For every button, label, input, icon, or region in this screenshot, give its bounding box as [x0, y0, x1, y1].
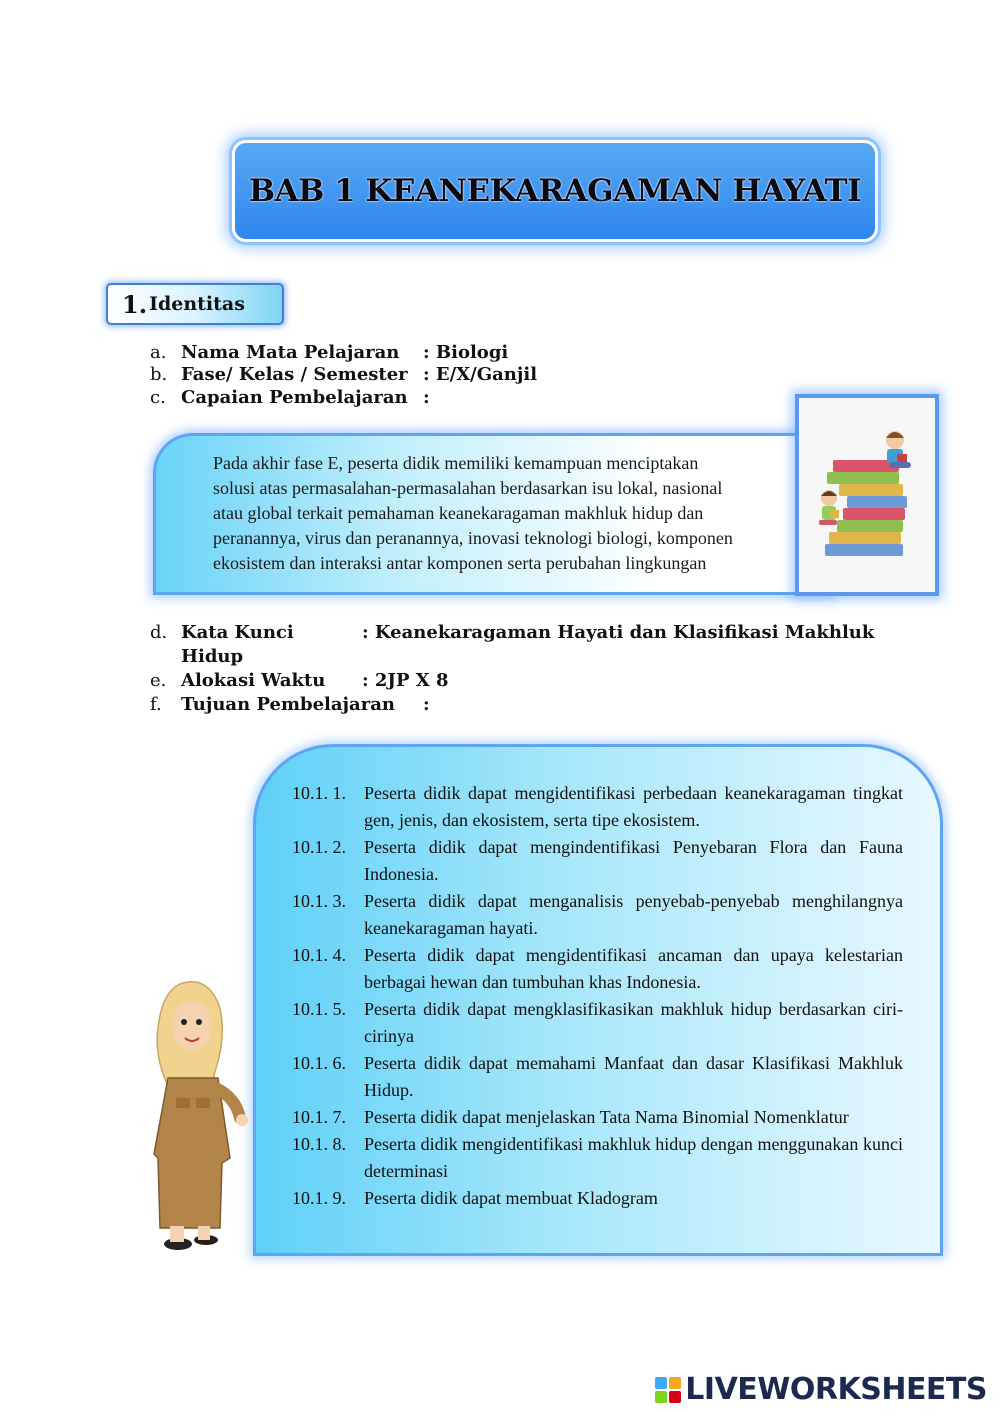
row-letter: a.	[150, 342, 167, 363]
row-letter: d.	[150, 622, 168, 643]
capaian-line: atau global terkait pemahaman keanekaragaman makhluk hidup dan	[213, 503, 704, 523]
row-letter: b.	[150, 364, 168, 385]
row-label: Kata Kunci	[181, 622, 294, 643]
objective-number: 10.1. 6.	[292, 1053, 346, 1073]
row-label: Fase/ Kelas / Semester	[181, 364, 408, 385]
list-item	[292, 834, 903, 888]
objective-text: Peserta didik dapat mengklasifikasikan makhluk hidup berdasarkan ciri-cirinya	[364, 999, 903, 1046]
capaian-line: Pada akhir fase E, peserta didik memiliki kemampuan menciptakan	[213, 453, 699, 473]
section-label: Identitas	[149, 293, 245, 315]
title-banner	[232, 140, 878, 242]
list-item	[292, 1185, 903, 1212]
list-item	[292, 1104, 903, 1131]
objective-number: 10.1. 8.	[292, 1134, 346, 1154]
row-value: : 2JP X 8	[362, 670, 449, 691]
row-letter: c.	[150, 387, 166, 408]
list-item	[292, 888, 903, 942]
brand-logo-icon	[655, 1377, 681, 1403]
objective-number: 10.1. 9.	[292, 1188, 346, 1208]
row-label: Capaian Pembelajaran	[181, 387, 408, 408]
capaian-line: ekosistem dan interaksi antar komponen serta perubahan lingkungan	[213, 553, 707, 573]
list-item	[292, 942, 903, 996]
objective-text: Peserta didik dapat menganalisis penyebab-penyebab menghilangnya keanekaragaman hayati.	[364, 891, 903, 938]
objective-text: Peserta didik dapat mengindentifikasi Penyebaran Flora dan Fauna Indonesia.	[364, 837, 903, 884]
objective-number: 10.1. 5.	[292, 999, 346, 1019]
row-value: : Keanekaragaman Hayati dan Klasifikasi Makhluk	[362, 622, 875, 643]
list-item	[292, 780, 903, 834]
section-header-identitas	[106, 283, 284, 325]
objective-text: Peserta didik dapat memahami Manfaat dan dasar Klasifikasi Makhluk Hidup.	[364, 1053, 903, 1100]
row-value: : E/X/Ganjil	[423, 364, 538, 385]
row-letter: e.	[150, 670, 167, 691]
list-item	[292, 1131, 903, 1185]
objective-number: 10.1. 1.	[292, 783, 346, 803]
liveworksheets-logo	[655, 1372, 987, 1407]
brand-text: LIVEWORKSHEETS	[685, 1372, 987, 1407]
capaian-text	[213, 451, 803, 576]
row-value: : Biologi	[423, 342, 509, 363]
row-label: Tujuan Pembelajaran	[181, 694, 395, 715]
objective-number: 10.1. 3.	[292, 891, 346, 911]
book-stack-icon	[799, 398, 935, 592]
objective-text: Peserta didik dapat menjelaskan Tata Nama Binomial Nomenklatur	[364, 1107, 849, 1127]
list-item	[292, 996, 903, 1050]
capaian-line: solusi atas permasalahan-permasalahan berdasarkan isu lokal, nasional	[213, 478, 723, 498]
page-title: BAB 1 KEANEKARAGAMAN HAYATI	[248, 173, 862, 209]
row-value-continued: Hidup	[181, 646, 244, 667]
capaian-line: peranannya, virus dan peranannya, inovasi teknologi biologi, komponen	[213, 528, 733, 548]
section-number: 1.	[122, 289, 148, 319]
objective-text: Peserta didik dapat membuat Kladogram	[364, 1188, 658, 1208]
objective-text: Peserta didik dapat mengidentifikasi perbedaan keanekaragaman tingkat gen, jenis, dan ekosistem, serta tipe ekosistem.	[364, 783, 903, 830]
objective-number: 10.1. 4.	[292, 945, 346, 965]
list-item	[292, 1050, 903, 1104]
row-label: Nama Mata Pelajaran	[181, 342, 400, 363]
objectives-list	[292, 780, 903, 1212]
objective-number: 10.1. 7.	[292, 1107, 346, 1127]
teacher-icon	[140, 978, 252, 1256]
row-label: Alokasi Waktu	[181, 670, 326, 691]
row-value: :	[423, 387, 430, 408]
objective-number: 10.1. 2.	[292, 837, 346, 857]
reading-kids-illustration	[795, 394, 939, 596]
teacher-illustration	[140, 978, 252, 1256]
row-value: :	[423, 694, 430, 715]
row-letter: f.	[150, 694, 162, 715]
objective-text: Peserta didik mengidentifikasi makhluk hidup dengan menggunakan kunci determinasi	[364, 1134, 903, 1181]
objective-text: Peserta didik dapat mengidentifikasi ancaman dan upaya kelestarian berbagai hewan dan tumbuhan khas Indonesia.	[364, 945, 903, 992]
